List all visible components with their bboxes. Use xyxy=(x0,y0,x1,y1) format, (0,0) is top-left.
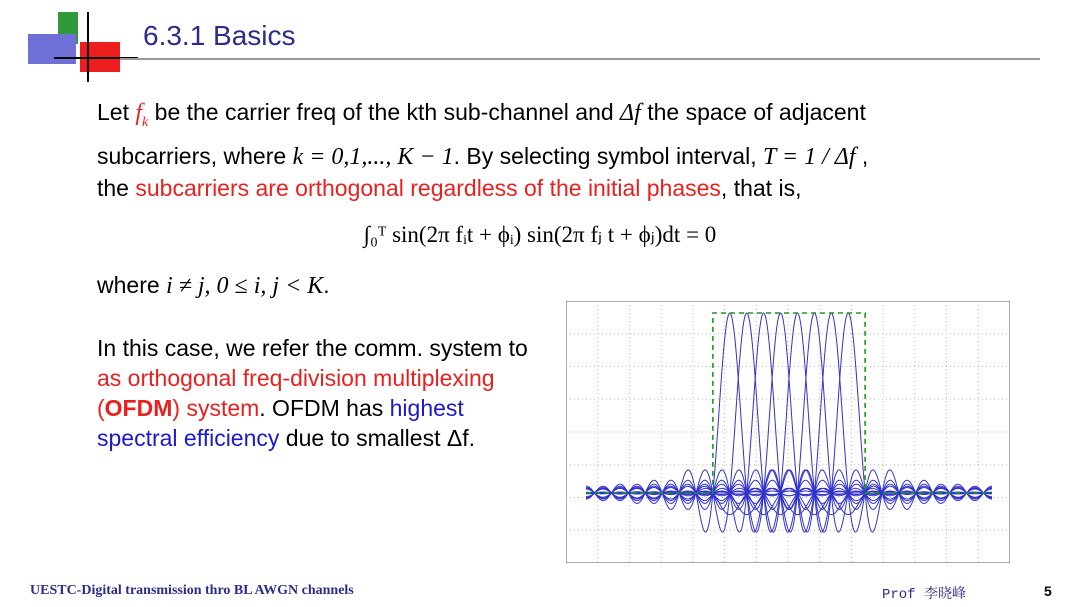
math-fk: $f_k$ xyxy=(135,100,149,130)
text: the space of adjacent xyxy=(640,99,866,125)
where-line xyxy=(97,270,330,301)
orthogonality-equation: ∫₀ᵀ sin(2π fᵢt + ϕᵢ) sin(2π fⱼ t + ϕⱼ)dt = 0 xyxy=(363,222,717,247)
title-divider xyxy=(120,58,1040,60)
ofdm-description: In this case, we refer the comm. system to as orthogonal freq-division multiplexing (OFDM) system. OFDM has highest spectral efficiency due to smallest Δf. xyxy=(97,335,528,451)
paragraph-line-2 xyxy=(97,141,868,172)
paragraph-line-3 xyxy=(97,173,801,203)
text: , that is, xyxy=(720,175,802,201)
text: be the carrier freq of the kth sub-channel and xyxy=(148,99,621,125)
text: . By selecting symbol interval, xyxy=(453,143,763,169)
slide-title: 6.3.1 Basics xyxy=(143,20,296,51)
text: . xyxy=(323,272,330,298)
slide-logo xyxy=(28,12,138,82)
math-T-def: T = 1 / Δf xyxy=(762,144,856,170)
text: Let xyxy=(97,99,136,125)
highlight-orthogonal: subcarriers are orthogonal regardless of the initial phases xyxy=(135,175,721,201)
page-number: 5 xyxy=(1044,583,1052,599)
text: where xyxy=(97,272,167,298)
footer-author: Prof 李晓峰 xyxy=(882,587,967,603)
footer-course: UESTC-Digital transmission thro BL AWGN channels xyxy=(30,583,354,598)
math-delta-f: Δf xyxy=(620,100,641,126)
text: , xyxy=(855,143,869,169)
text: the xyxy=(97,175,136,201)
text: subcarriers, where xyxy=(97,143,293,169)
ofdm-spectrum-chart xyxy=(566,301,1010,563)
paragraph-line-1 xyxy=(97,97,866,138)
math-condition: i ≠ j, 0 ≤ i, j < K xyxy=(166,273,324,299)
math-k-range: k = 0,1,..., K − 1 xyxy=(292,144,454,170)
